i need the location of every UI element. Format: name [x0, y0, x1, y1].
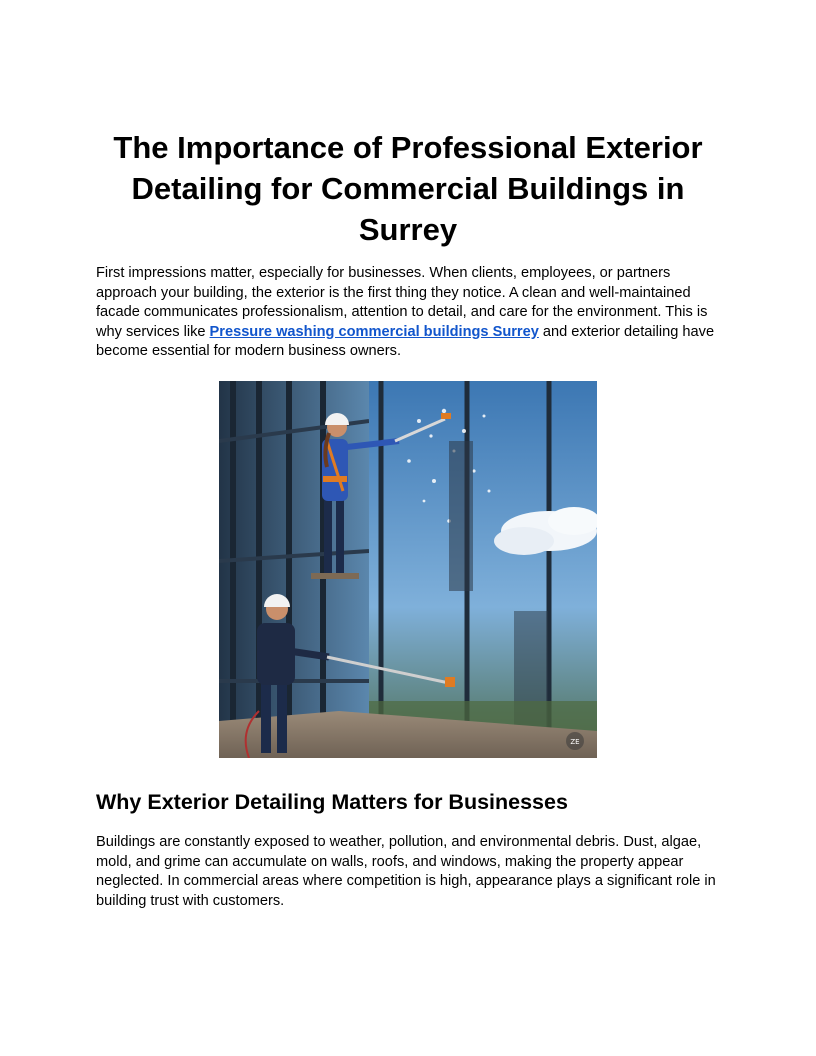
intro-text-after-link: and exterior detailing have become essential for modern business owners.: [96, 323, 715, 360]
window-cleaning-photo: [219, 381, 597, 758]
section-paragraph: Buildings are constantly exposed to weather, pollution, and environmental debris. Dust, algae, mold, and grime can accumulate on walls, roofs, and windows, making the property appear neglected. In commercial areas where competition is high, appearance plays a significant role in building trust with customers.: [96, 834, 716, 909]
intro-paragraph: [96, 264, 724, 362]
pressure-washing-link[interactable]: Pressure washing commercial buildings Surrey: [209, 323, 539, 340]
document-title: The Importance of Professional Exterior Detailing for Commercial Buildings in Surrey: [113, 130, 703, 247]
image-watermark: ZE: [570, 738, 580, 746]
section-heading: Why Exterior Detailing Matters for Businesses: [96, 790, 568, 814]
intro-text-before-link: First impressions matter, especially for businesses. When clients, employees, or partners approach your building, the exterior is the first thing they notice. A clean and well-maintained facade communicates professionalism, attention to detail, and care for the environment. This is why services like: [96, 265, 708, 340]
